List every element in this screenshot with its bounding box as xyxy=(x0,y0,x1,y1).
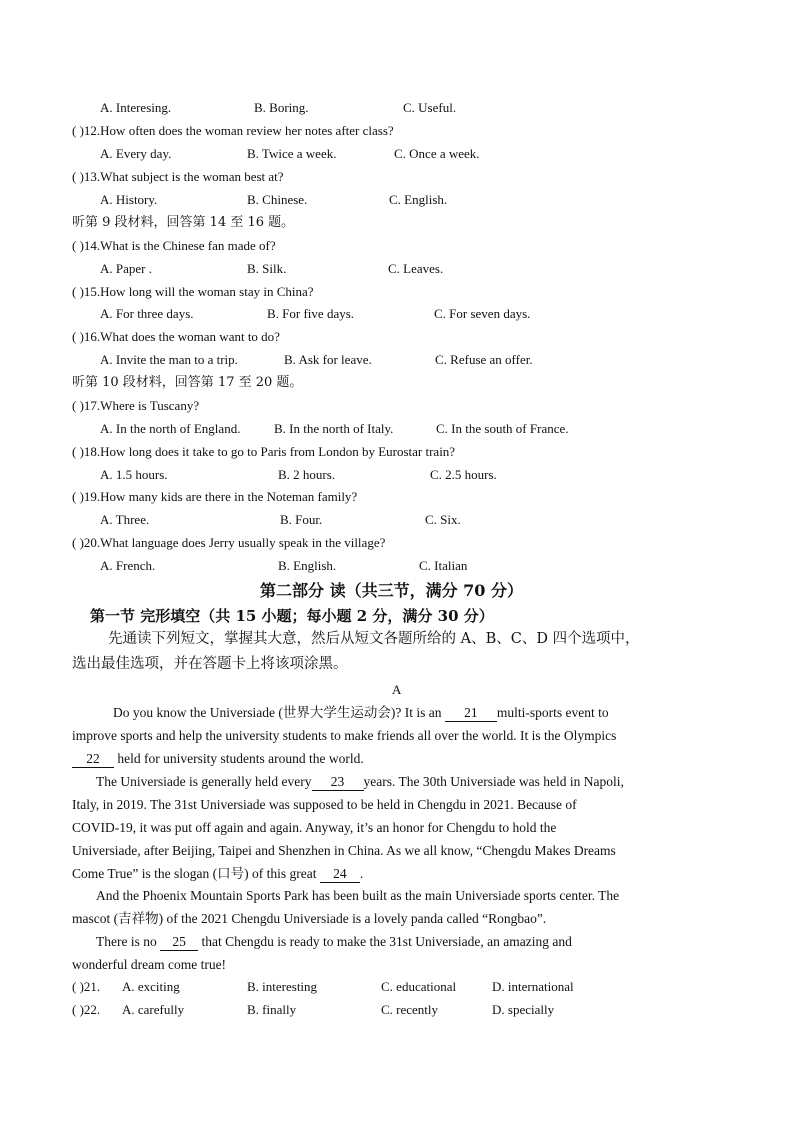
q15-text: How long will the woman stay in China? xyxy=(100,284,314,299)
instruction-line-2: 选出最佳选项，并在答题卡上将该项涂黑。 xyxy=(72,656,348,672)
q14-number: ( )14. xyxy=(72,238,101,253)
q20-number: ( )20. xyxy=(72,535,101,550)
q18-number: ( )18. xyxy=(72,444,101,459)
section-10-instruction: 听第 10 段材料，回答第 17 至 20 题。 xyxy=(72,375,303,390)
q18-text: How long does it take to go to Paris from London by Eurostar train? xyxy=(100,444,456,459)
q19-text: How many kids are there in the Noteman family? xyxy=(100,489,358,504)
blank-25: 25 xyxy=(160,934,198,951)
question-14 xyxy=(72,238,276,254)
q14-option-b: B. Silk. xyxy=(247,261,287,276)
q17-option-c: C. In the south of France. xyxy=(436,421,569,436)
q12-text: How often does the woman review her notes after class? xyxy=(100,123,394,138)
q15-option-b: B. For five days. xyxy=(267,306,355,321)
question-17 xyxy=(72,398,199,414)
q12-option-b: B. Twice a week. xyxy=(247,146,337,161)
q17-number: ( )17. xyxy=(72,398,101,413)
q14-option-c: C. Leaves. xyxy=(388,261,444,276)
part-2-title: 第二部分 读（共三节，满分 70 分） xyxy=(260,581,523,600)
question-15 xyxy=(72,284,314,300)
q13-text: What subject is the woman best at? xyxy=(100,169,284,184)
passage-p2-line4: Universiade, after Beijing, Taipei and Shenzhen in China. As we all know, “Chengdu Makes Dreams xyxy=(72,843,616,858)
passage-p4-line2: wonderful dream come true! xyxy=(72,957,227,972)
section-1-title: 第一节 完形填空（共 15 小题；每小题 2 分，满分 30 分） xyxy=(90,607,494,625)
blank-24: 24 xyxy=(320,866,360,883)
passage-p2-line5 xyxy=(72,866,363,883)
q21-number: ( )21. xyxy=(72,979,101,994)
q20-option-b: B. English. xyxy=(278,558,337,573)
question-13 xyxy=(72,169,284,185)
p4-line1-start: There is no xyxy=(96,934,161,949)
q21-option-d: D. international xyxy=(492,979,574,994)
q16-option-c: C. Refuse an offer. xyxy=(435,352,533,367)
passage-p3-line2: mascot (吉祥物) of the 2021 Chengdu Universiade is a lovely panda called “Rongbao”. xyxy=(72,911,547,926)
q21-option-a: A. exciting xyxy=(122,979,180,994)
q20-option-a: A. French. xyxy=(100,558,156,573)
q13-option-a: A. History. xyxy=(100,192,158,207)
question-20 xyxy=(72,535,385,551)
blank-21: 21 xyxy=(445,705,497,722)
q11-option-b: B. Boring. xyxy=(254,100,309,115)
q17-option-a: A. In the north of England. xyxy=(100,421,241,436)
question-19 xyxy=(72,489,357,505)
q12-option-c: C. Once a week. xyxy=(394,146,480,161)
q20-text: What language does Jerry usually speak in the village? xyxy=(100,535,386,550)
question-12 xyxy=(72,123,394,139)
q13-option-c: C. English. xyxy=(389,192,448,207)
q14-option-a: A. Paper . xyxy=(100,261,152,276)
question-18 xyxy=(72,444,455,460)
q13-number: ( )13. xyxy=(72,169,101,184)
p2-line1-end: years. The 30th Universiade was held in Napoli, xyxy=(363,774,624,789)
section-9-instruction: 听第 9 段材料，回答第 14 至 16 题。 xyxy=(72,215,295,230)
q16-option-b: B. Ask for leave. xyxy=(284,352,372,367)
q18-option-c: C. 2.5 hours. xyxy=(430,467,497,482)
q11-option-a: A. Interesing. xyxy=(100,100,172,115)
passage-p2-line3: COVID-19, it was put off again and again. Anyway, it’s an honor for Chengdu to hold the xyxy=(72,820,557,835)
q21-option-b: B. interesting xyxy=(247,979,318,994)
q13-option-b: B. Chinese. xyxy=(247,192,308,207)
q17-text: Where is Tuscany? xyxy=(100,398,200,413)
q19-option-b: B. Four. xyxy=(280,512,323,527)
p4-line1-end: that Chengdu is ready to make the 31st Universiade, an amazing and xyxy=(198,934,572,949)
p2-line5-end: . xyxy=(359,866,364,881)
q12-option-a: A. Every day. xyxy=(100,146,172,161)
q15-number: ( )15. xyxy=(72,284,101,299)
q11-option-c: C. Useful. xyxy=(403,100,457,115)
q15-option-a: A. For three days. xyxy=(100,306,194,321)
q18-option-b: B. 2 hours. xyxy=(278,467,336,482)
q22-option-b: B. finally xyxy=(247,1002,297,1017)
passage-p1-line2: improve sports and help the university students to make friends all over the world. It is the Olympics xyxy=(72,728,617,743)
q16-option-a: A. Invite the man to a trip. xyxy=(100,352,238,367)
q22-option-c: C. recently xyxy=(381,1002,439,1017)
passage-p2-line2: Italy, in 2019. The 31st Universiade was supposed to be held in Chengdu in 2021. Because of xyxy=(72,797,577,812)
q22-option-d: D. specially xyxy=(492,1002,555,1017)
q12-number: ( )12. xyxy=(72,123,101,138)
p2-line1-start: The Universiade is generally held every xyxy=(96,774,312,789)
q20-option-c: C. Italian xyxy=(419,558,468,573)
p2-line5-start: Come True” is the slogan (口号) of this great xyxy=(72,866,320,881)
q17-option-b: B. In the north of Italy. xyxy=(274,421,394,436)
q16-number: ( )16. xyxy=(72,329,101,344)
q22-option-a: A. carefully xyxy=(122,1002,185,1017)
p1-line1-end: multi-sports event to xyxy=(496,705,609,720)
passage-label: A xyxy=(392,682,402,697)
instruction-line-1: 先通读下列短文，掌握其大意，然后从短文各题所给的 A、B、C、D 四个选项中， xyxy=(108,631,640,647)
blank-22: 22 xyxy=(72,751,114,768)
q14-text: What is the Chinese fan made of? xyxy=(100,238,276,253)
q19-option-a: A. Three. xyxy=(100,512,150,527)
q21-option-c: C. educational xyxy=(381,979,457,994)
q16-text: What does the woman want to do? xyxy=(100,329,280,344)
q19-number: ( )19. xyxy=(72,489,101,504)
q19-option-c: C. Six. xyxy=(425,512,461,527)
p1-line1-start: Do you know the Universiade (世界大学生运动会)? It is an xyxy=(113,705,445,720)
passage-p2-line1 xyxy=(96,774,624,791)
passage-p1-line1 xyxy=(113,705,609,722)
q22-number: ( )22. xyxy=(72,1002,101,1017)
q15-option-c: C. For seven days. xyxy=(434,306,531,321)
question-16 xyxy=(72,329,280,345)
blank-23: 23 xyxy=(312,774,364,791)
passage-p3-line1: And the Phoenix Mountain Sports Park has been built as the main Universiade sports center. The xyxy=(96,888,620,903)
passage-p4-line1 xyxy=(96,934,572,951)
p1-line3-end: held for university students around the world. xyxy=(114,751,364,766)
passage-p1-line3 xyxy=(72,751,364,768)
q18-option-a: A. 1.5 hours. xyxy=(100,467,168,482)
